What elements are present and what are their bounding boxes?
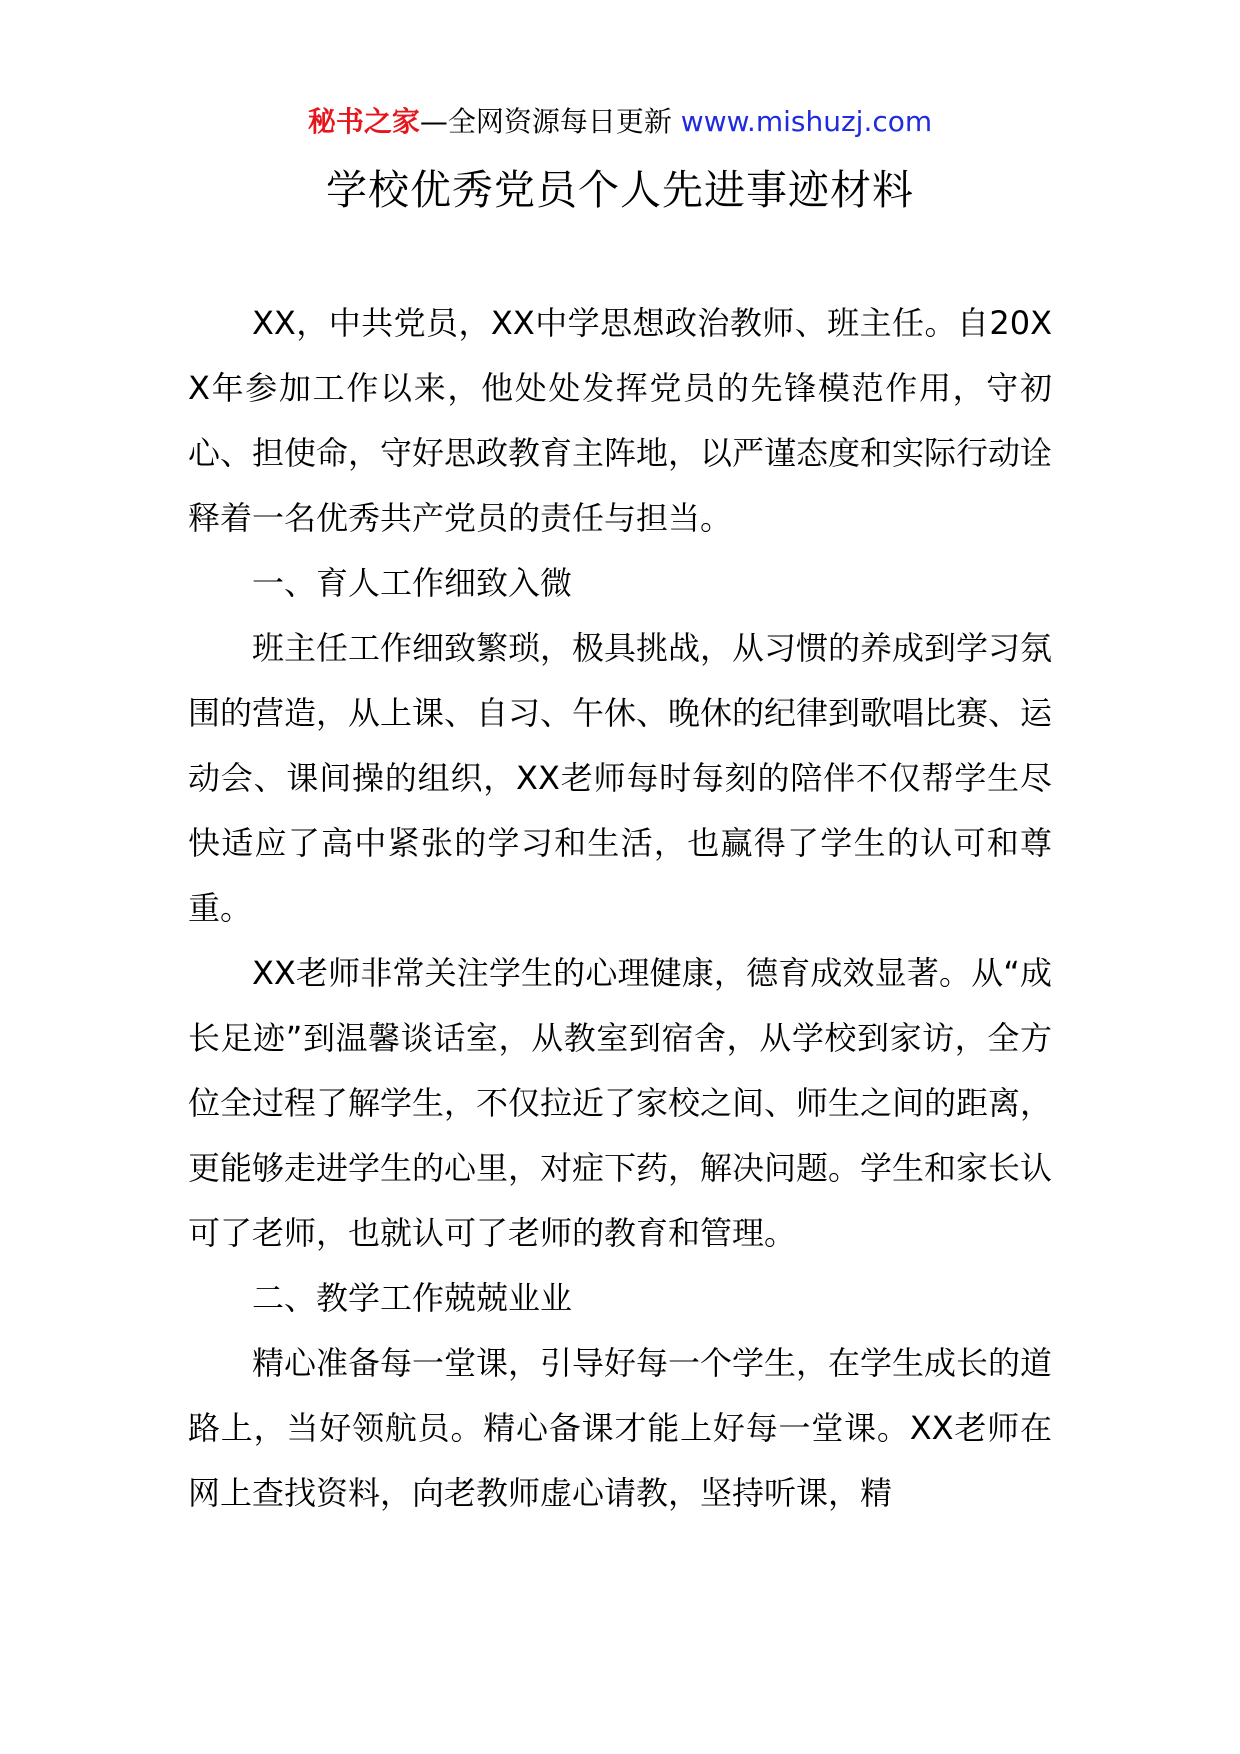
paragraph-mental-health: XX老师非常关注学生的心理健康，德育成效显著。从“成长足迹”到温馨谈话室，从教室到宿舍，从学校到家访，全方位全过程了解学生，不仅拉近了家校之间、师生之间的距离，更能够走进学生的心里，对症下药，解决问题。学生和家长认可了老师，也就认可了老师的教育和管理。: [188, 954, 1053, 1252]
document-body: [188, 291, 1052, 1526]
section-heading-1: 一、育人工作细致入微: [252, 564, 573, 602]
document-title: 学校优秀党员个人先进事迹材料: [326, 166, 914, 214]
paragraph-intro: XX，中共党员，XX中学思想政治教师、班主任。自20XX年参加工作以来，他处处发挥党员的先锋模范作用，守初心、担使命，守好思政教育主阵地，以严谨态度和实际行动诠释着一名优秀共产党员的责任与担当。: [188, 304, 1053, 537]
brand-slogan: —全网资源每日更新: [419, 105, 672, 138]
watermark-header: [0, 102, 1240, 142]
paragraph-teaching-work: 精心准备每一堂课，引导好每一个学生，在学生成长的道路上，当好领航员。精心备课才能上好每一堂课。XX老师在网上查找资料，向老教师虚心请教，坚持听课，精: [188, 1344, 1053, 1512]
section-heading-2: 二、教学工作兢兢业业: [252, 1279, 573, 1317]
brand-name: 秘书之家: [307, 105, 420, 138]
paragraph-class-teacher-work: 班主任工作细致繁琐，极具挑战，从习惯的养成到学习氛围的营造，从上课、自习、午休、晚休的纪律到歌唱比赛、运动会、课间操的组织，XX老师每时每刻的陪伴不仅帮学生尽快适应了高中紧张的学习和生活，也赢得了学生的认可和尊重。: [188, 629, 1053, 927]
website-link[interactable]: www.mishuzj.com: [680, 105, 933, 138]
